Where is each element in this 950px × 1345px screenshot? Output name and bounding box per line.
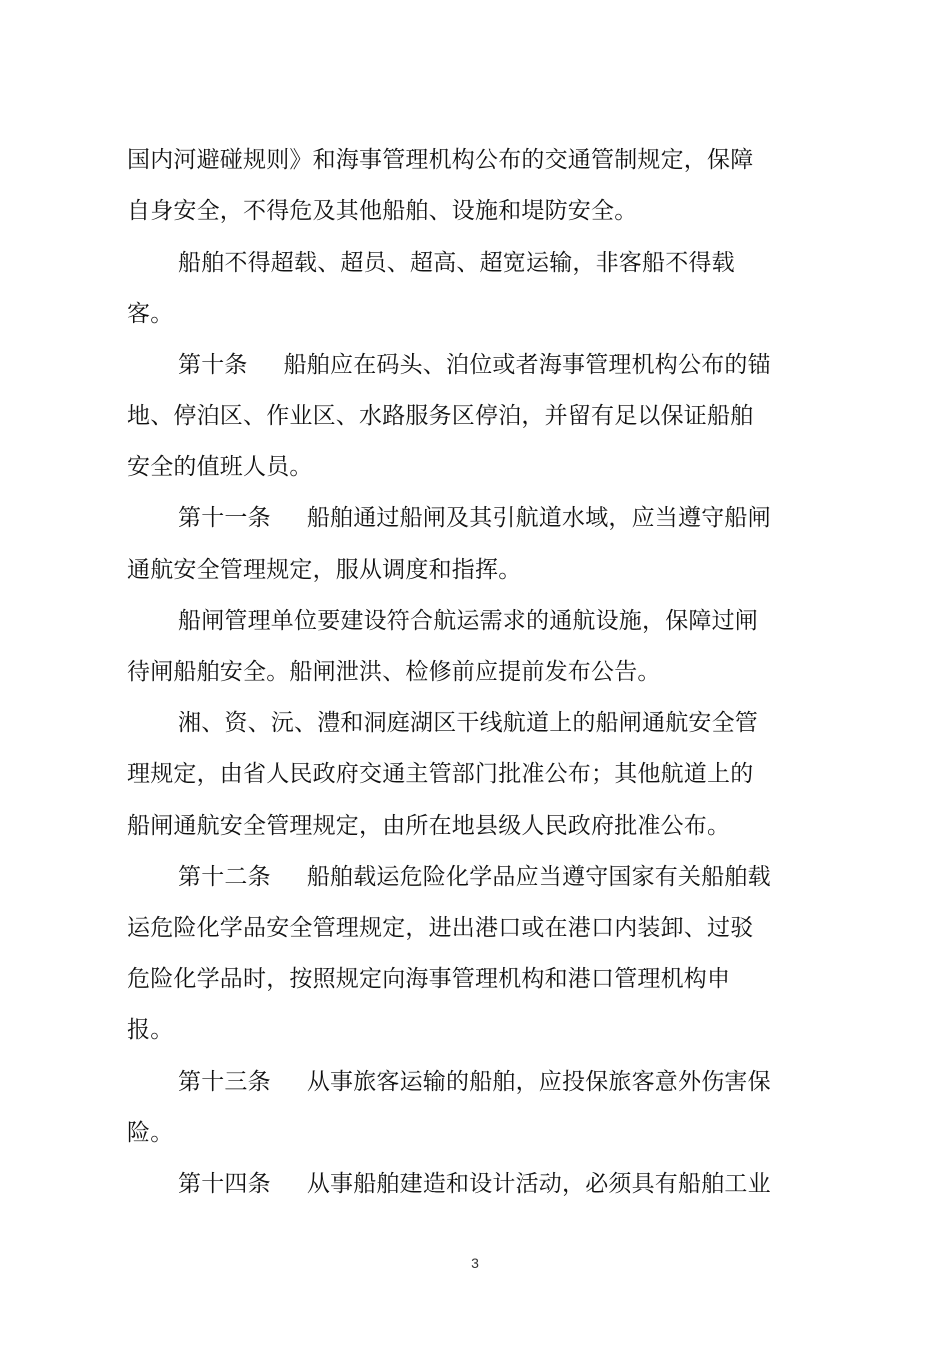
text-line xyxy=(127,811,730,841)
text-line xyxy=(127,964,730,994)
text-line xyxy=(127,299,173,329)
line-text: 安全的值班人员。 xyxy=(127,454,313,480)
article-line xyxy=(178,503,771,533)
paragraph-start-line xyxy=(178,606,758,636)
text-line xyxy=(127,1118,173,1148)
article-line xyxy=(178,1067,771,1097)
line-text: 从事船舶建造和设计活动，必须具有船舶工业 xyxy=(306,1171,771,1197)
line-text: 船闸通航安全管理规定，由所在地县级人民政府批准公布。 xyxy=(127,813,731,839)
line-text: 地、停泊区、作业区、水路服务区停泊，并留有足以保证船舶 xyxy=(127,403,754,429)
line-text: 危险化学品时，按照规定向海事管理机构和港口管理机构申 xyxy=(127,966,731,992)
text-line xyxy=(127,1015,173,1045)
line-text: 国内河避碰规则》和海事管理机构公布的交通管制规定，保障 xyxy=(127,147,754,173)
article-number: 第十二条 xyxy=(178,864,271,890)
line-text: 船闸管理单位要建设符合航运需求的通航设施，保障过闸 xyxy=(178,608,758,634)
line-text: 险。 xyxy=(127,1120,174,1146)
line-text: 报。 xyxy=(127,1017,174,1043)
article-number: 第十一条 xyxy=(178,505,271,531)
text-line xyxy=(127,145,753,175)
text-line xyxy=(127,196,637,226)
line-text: 船舶应在码头、泊位或者海事管理机构公布的锚 xyxy=(283,352,771,378)
text-line xyxy=(127,452,313,482)
line-text: 理规定，由省人民政府交通主管部门批准公布；其他航道上的 xyxy=(127,761,754,787)
article-number: 第十四条 xyxy=(178,1171,271,1197)
article-number: 第十条 xyxy=(178,352,248,378)
text-line xyxy=(127,913,753,943)
line-text: 船舶载运危险化学品应当遵守国家有关船舶载 xyxy=(306,864,771,890)
text-line xyxy=(127,555,521,585)
article-line xyxy=(178,862,771,892)
article-number: 第十三条 xyxy=(178,1069,271,1095)
line-text: 客。 xyxy=(127,301,174,327)
line-text: 从事旅客运输的船舶，应投保旅客意外伤害保 xyxy=(306,1069,771,1095)
page-number: 3 xyxy=(471,1255,479,1271)
article-line xyxy=(178,1169,771,1199)
text-line xyxy=(127,401,753,431)
text-line xyxy=(127,759,753,789)
text-line xyxy=(127,657,661,687)
article-line xyxy=(178,350,771,380)
line-text: 自身安全，不得危及其他船舶、设施和堤防安全。 xyxy=(127,198,638,224)
line-text: 通航安全管理规定，服从调度和指挥。 xyxy=(127,557,522,583)
line-text: 船舶通过船闸及其引航道水域，应当遵守船闸 xyxy=(306,505,771,531)
line-text: 船舶不得超载、超员、超高、超宽运输，非客船不得载 xyxy=(178,250,735,276)
line-text: 湘、资、沅、澧和洞庭湖区干线航道上的船闸通航安全管 xyxy=(178,710,758,736)
line-text: 运危险化学品安全管理规定，进出港口或在港口内装卸、过驳 xyxy=(127,915,754,941)
paragraph-start-line xyxy=(178,248,735,278)
line-text: 待闸船舶安全。船闸泄洪、检修前应提前发布公告。 xyxy=(127,659,661,685)
paragraph-start-line xyxy=(178,708,758,738)
